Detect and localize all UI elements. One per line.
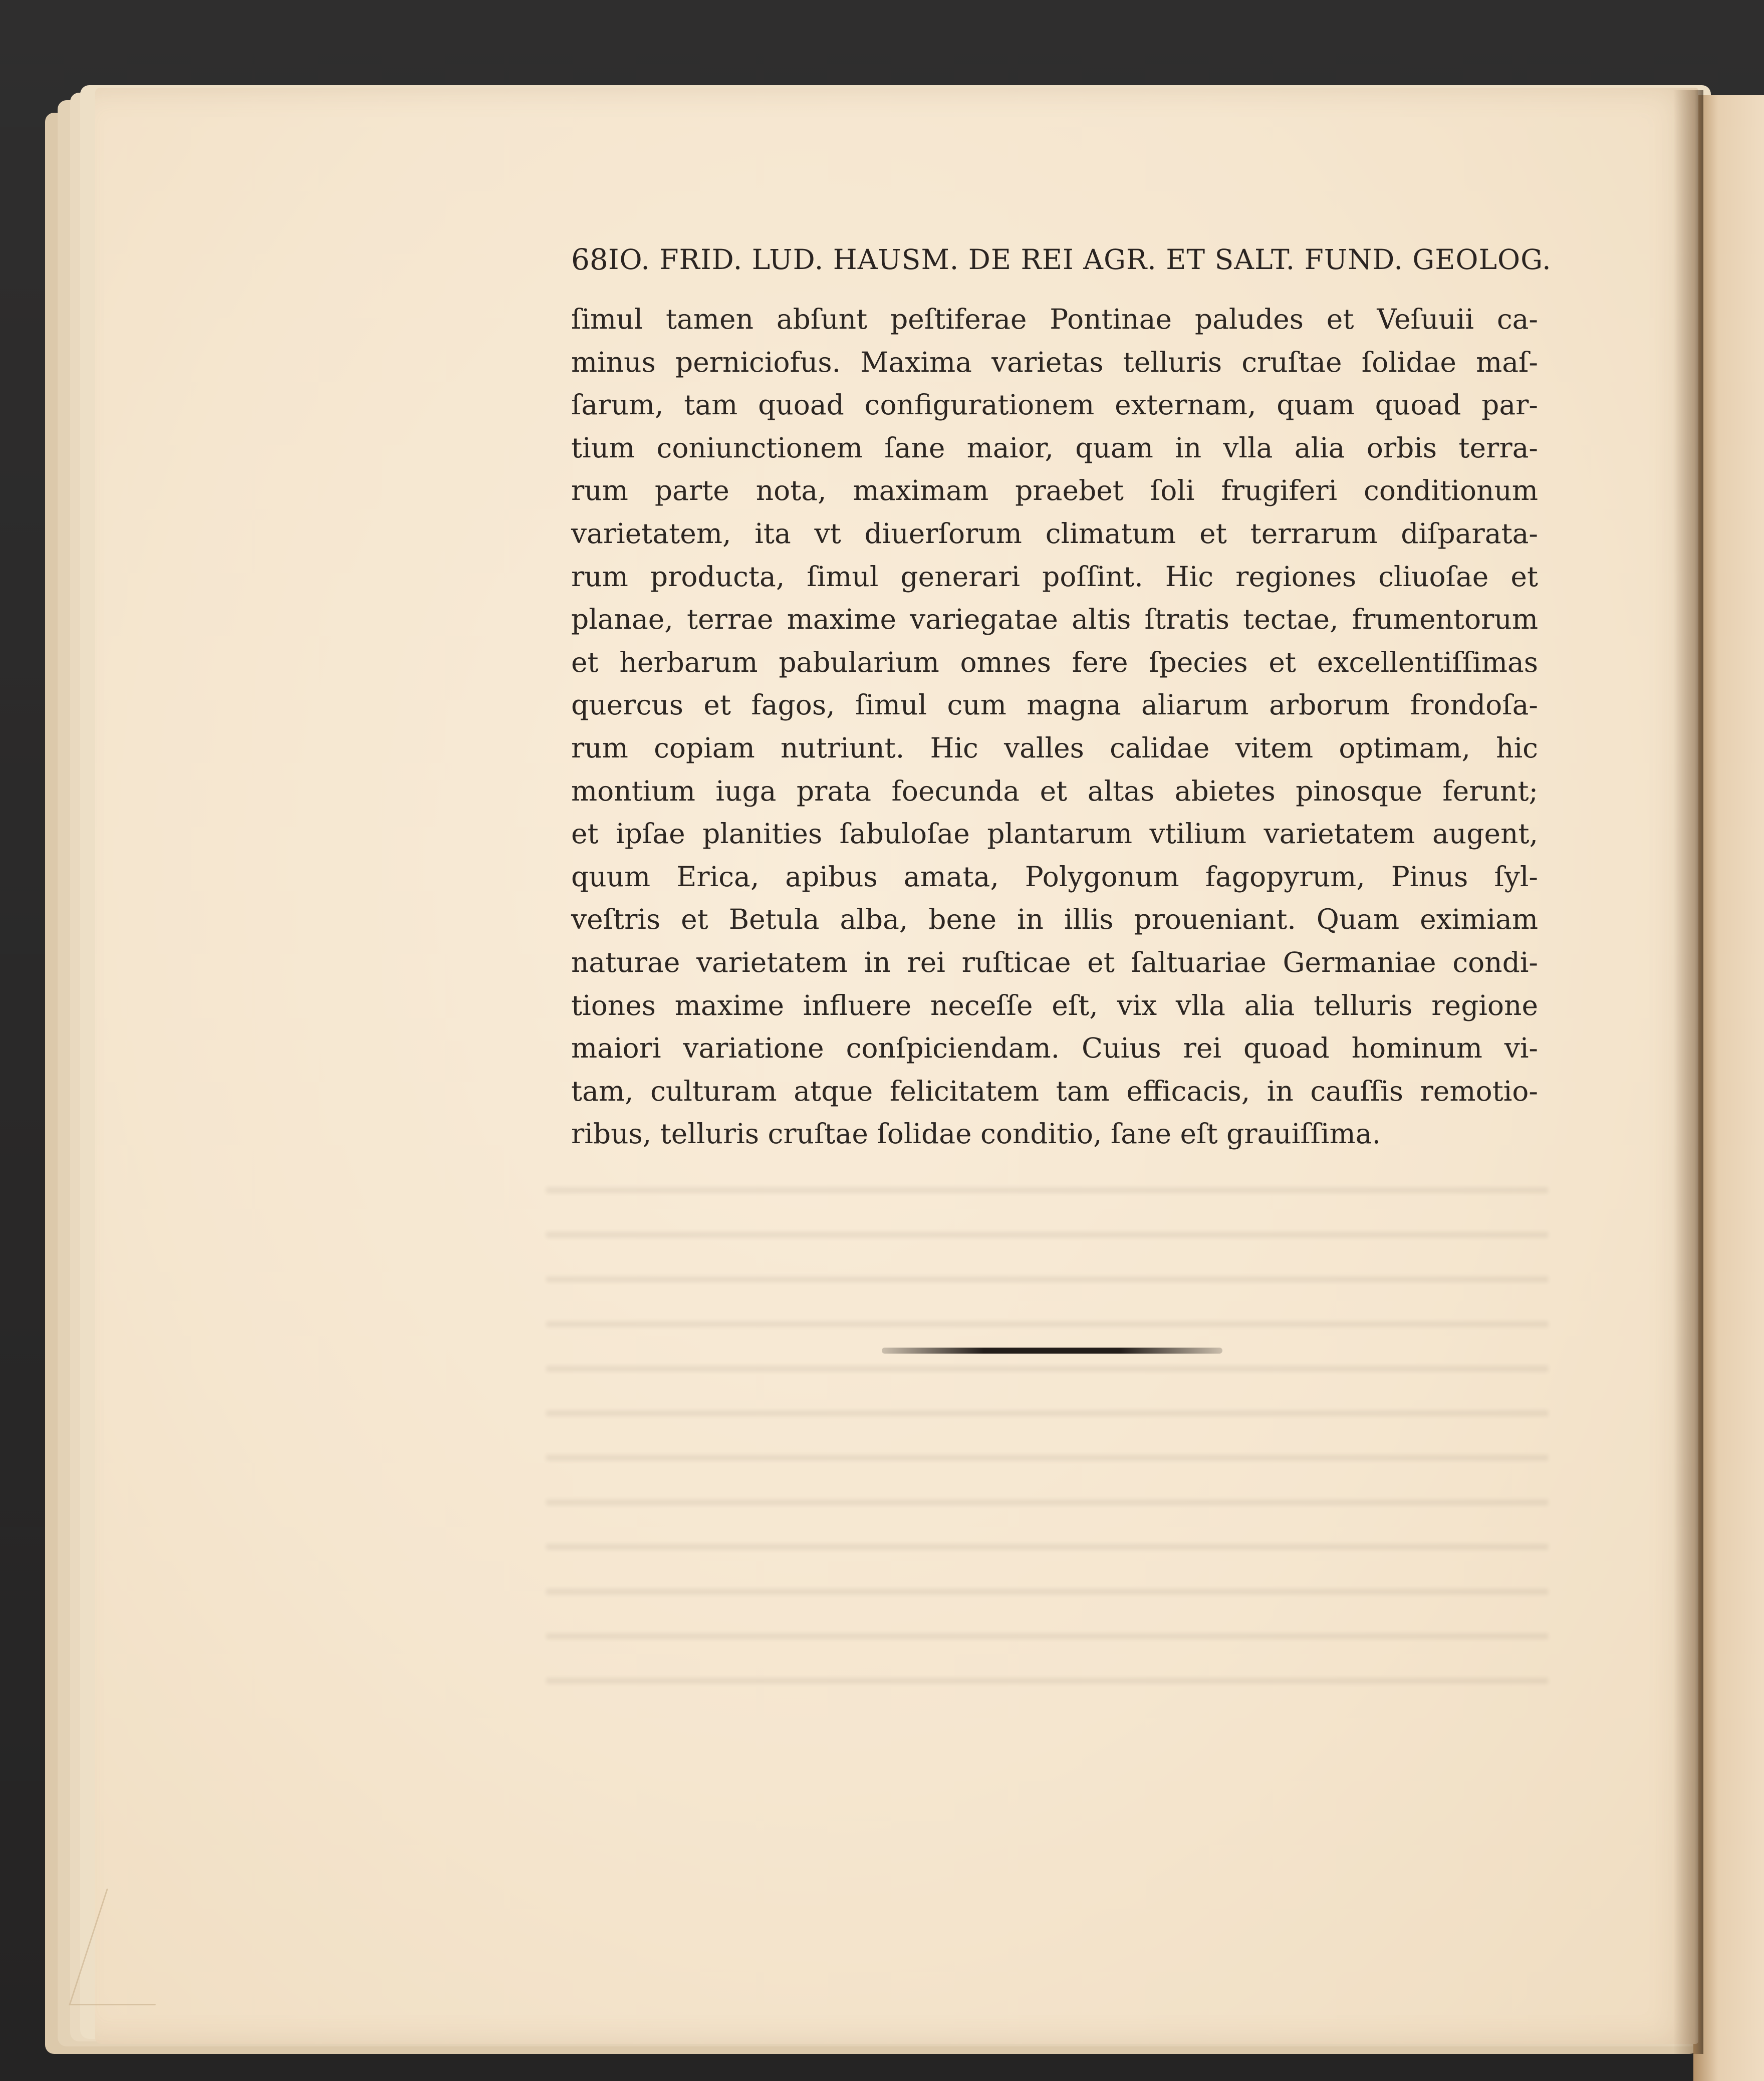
text-line: tium coniunctionem ſane maior, quam in vlla alia orbis terra- [571, 431, 1538, 464]
text-line: rum parte nota, maximam praebet ſoli frugiferi conditionum [571, 474, 1538, 507]
text-line: tiones maxime influere neceſſe eſt, vix vlla alia telluris regione [571, 989, 1538, 1021]
text-line: ſarum, tam quoad configurationem externam, quam quoad par- [571, 389, 1538, 421]
text-line: quercus et fagos, ſimul cum magna aliarum arborum frondoſa- [571, 689, 1538, 721]
text-line: naturae varietatem in rei ruſticae et ſaltuariae Germaniae condi- [571, 946, 1538, 978]
section-divider-rule [882, 1348, 1222, 1354]
text-line: quum Erica, apibus amata, Polygonum fagopyrum, Pinus ſyl- [571, 860, 1538, 893]
book-gutter [1673, 90, 1703, 2054]
text-line: veſtris et Betula alba, bene in illis proueniant. Quam eximiam [571, 903, 1538, 936]
text-line: tam, culturam atque felicitatem tam efficacis, in cauſſis remotio- [571, 1075, 1538, 1107]
text-line: montium iuga prata foecunda et altas abietes pinosque ferunt; [571, 774, 1538, 807]
text-line: varietatem, ita vt diuerſorum climatum et terrarum diſparata- [571, 517, 1538, 550]
text-line: minus perniciofus. Maxima varietas telluris cruſtae ſolidae maſ- [571, 346, 1538, 378]
page-header [571, 239, 1552, 280]
text-line: maiori variatione conſpiciendam. Cuius rei quoad hominum vi- [571, 1032, 1538, 1065]
text-line: et herbarum pabularium omnes fere ſpecies et excellentiſſimas [571, 646, 1538, 678]
page-number: 68 [571, 242, 608, 277]
text-line: et ipſae planities ſabuloſae plantarum vtilium varietatem augent, [571, 818, 1538, 850]
body-text [571, 298, 1538, 1156]
text-line: planae, terrae maxime variegatae altis ſtratis tectae, frumentorum [571, 603, 1538, 636]
verso-bleed-through [546, 1162, 1548, 1713]
text-line: rum copiam nutriunt. Hic valles calidae vitem optimam, hic [571, 731, 1538, 764]
facing-page-edge [1693, 95, 1764, 2081]
text-line: ſimul tamen abſunt peſtiferae Pontinae paludes et Veſuuii ca- [571, 303, 1538, 335]
running-title: IO. FRID. LUD. HAUSM. DE REI AGR. ET SALT. FUND. GEOLOG. [608, 243, 1552, 276]
text-line: rum producta, ſimul generari poſſint. Hic regiones cliuoſae et [571, 560, 1538, 593]
text-line: ribus, telluris cruſtae ſolidae conditio, ſane eſt grauiſſima. [571, 1118, 1381, 1150]
